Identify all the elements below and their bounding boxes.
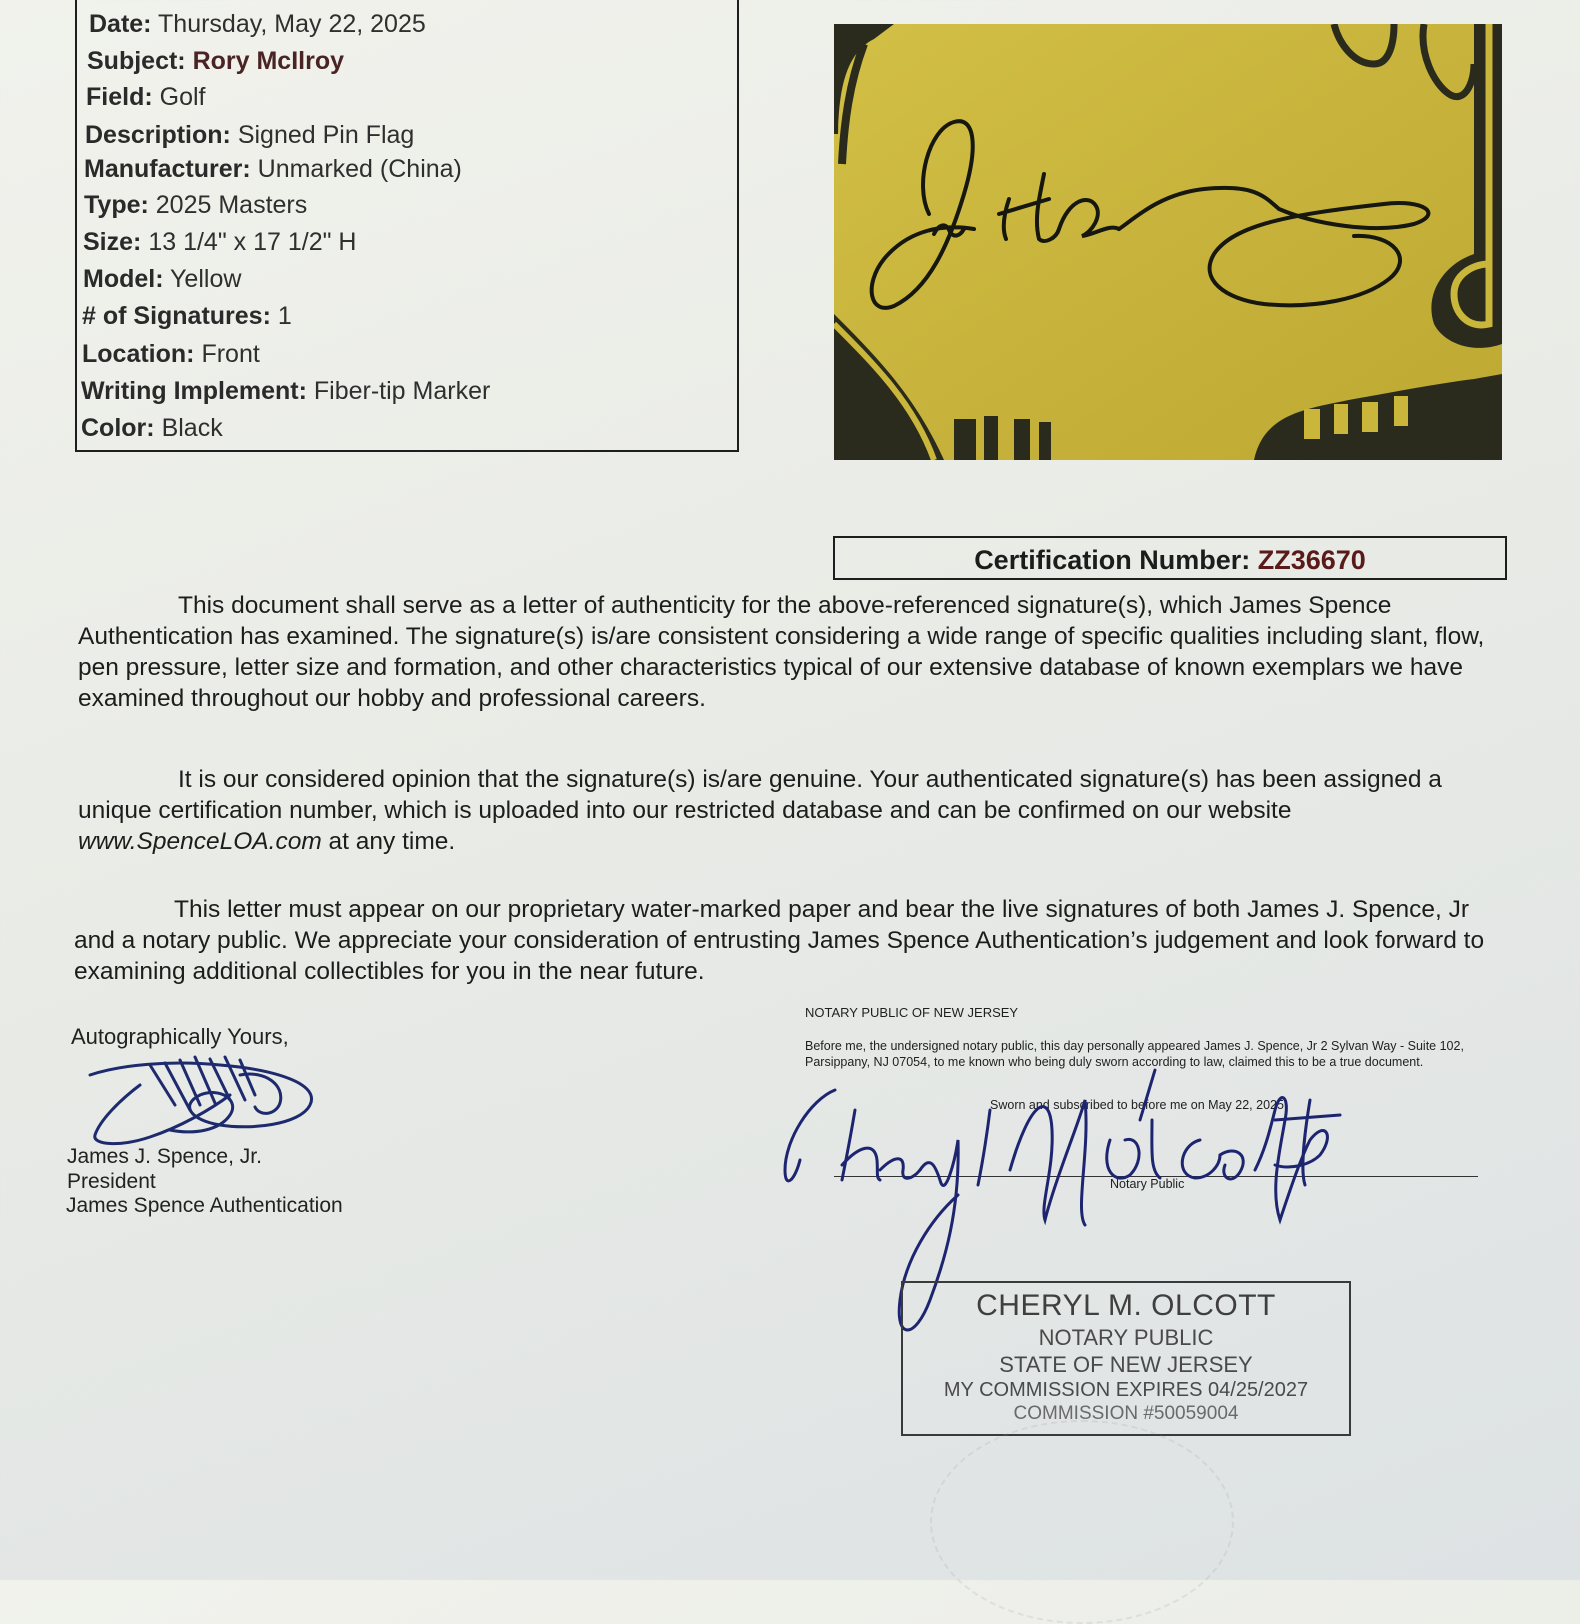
signer-title: President xyxy=(67,1170,156,1193)
stamp-line4: COMMISSION #50059004 xyxy=(1013,1403,1239,1424)
detail-writing-implement: Writing Implement: Fiber-tip Marker xyxy=(81,377,491,405)
detail-color: Color: Black xyxy=(81,414,223,442)
notary-stamp xyxy=(901,1281,1351,1436)
notary-line-label: Notary Public xyxy=(1110,1177,1185,1191)
notary-sworn-date: Sworn and subscribed to before me on May 22, 2025 xyxy=(990,1098,1284,1112)
detail-description: Description: Signed Pin Flag xyxy=(85,121,415,149)
stamp-line3: MY COMMISSION EXPIRES 04/25/2027 xyxy=(943,1379,1309,1401)
certification-number: ZZ36670 xyxy=(1257,545,1366,575)
detail-subject: Subject: Rory McIlroy xyxy=(87,47,345,75)
stamp-line2: STATE OF NEW JERSEY xyxy=(999,1352,1253,1377)
website-link[interactable]: www.SpenceLOA.com xyxy=(78,828,322,855)
detail-field: Field: Golf xyxy=(86,83,206,111)
certification-number-box xyxy=(833,536,1507,580)
stamp-line1: NOTARY PUBLIC xyxy=(1038,1325,1214,1350)
detail-manufacturer: Manufacturer: Unmarked (China) xyxy=(84,155,462,183)
closing-text: Autographically Yours, xyxy=(71,1024,289,1049)
signer-name: James J. Spence, Jr. xyxy=(67,1145,262,1168)
signed-flag-photo xyxy=(834,24,1502,460)
detail-date: Date: Thursday, May 22, 2025 xyxy=(89,10,426,38)
detail-size: Size: 13 1/4" x 17 1/2" H xyxy=(83,228,357,256)
paragraph-opinion: It is our considered opinion that the signature(s) is/are genuine. Your authenticated signature(s) has been assigned a unique certification number, which is uploaded into our restricted database and can be confirmed on our website www.SpenceLOA.com at any time. xyxy=(78,766,1442,855)
detail-type: Type: 2025 Masters xyxy=(84,191,308,219)
paragraph-authenticity: This document shall serve as a letter of authenticity for the above-referenced signature(s), which James Spence Authentication has examined. The signature(s) is/are consistent considering a wide range of specific qualities including slant, flow, pen pressure, letter size and formation, and other characteristics typical of our extensive database of known exemplars we have examined throughout our hobby and professional careers. xyxy=(78,592,1485,712)
notary-heading: NOTARY PUBLIC OF NEW JERSEY xyxy=(805,1005,1019,1020)
paragraph-requirements: This letter must appear on our proprietary water-marked paper and bear the live signatures of both James J. Spence, Jr and a notary public. We appreciate your consideration of entrusting James Spence Authentication’s judgement and look forward to examining additional collectibles for you in the near future. xyxy=(74,896,1485,985)
notary-statement: Before me, the undersigned notary public, this day personally appeared James J. Spence, Jr 2 Sylvan Way - Suite 102, Parsippany, NJ 07054, to me known who being duly sworn according to law, claimed this to be a true document. xyxy=(805,1039,1464,1069)
spence-signature xyxy=(80,1045,330,1155)
detail-signature-count: # of Signatures: 1 xyxy=(82,302,292,330)
stamp-name: CHERYL M. OLCOTT xyxy=(976,1289,1276,1322)
detail-location: Location: Front xyxy=(82,340,260,368)
embossed-seal xyxy=(930,1420,1234,1624)
flag-graphic xyxy=(834,24,1502,460)
certification-label: Certification Number: xyxy=(974,545,1251,575)
detail-model: Model: Yellow xyxy=(83,265,242,293)
signer-company: James Spence Authentication xyxy=(66,1194,343,1217)
